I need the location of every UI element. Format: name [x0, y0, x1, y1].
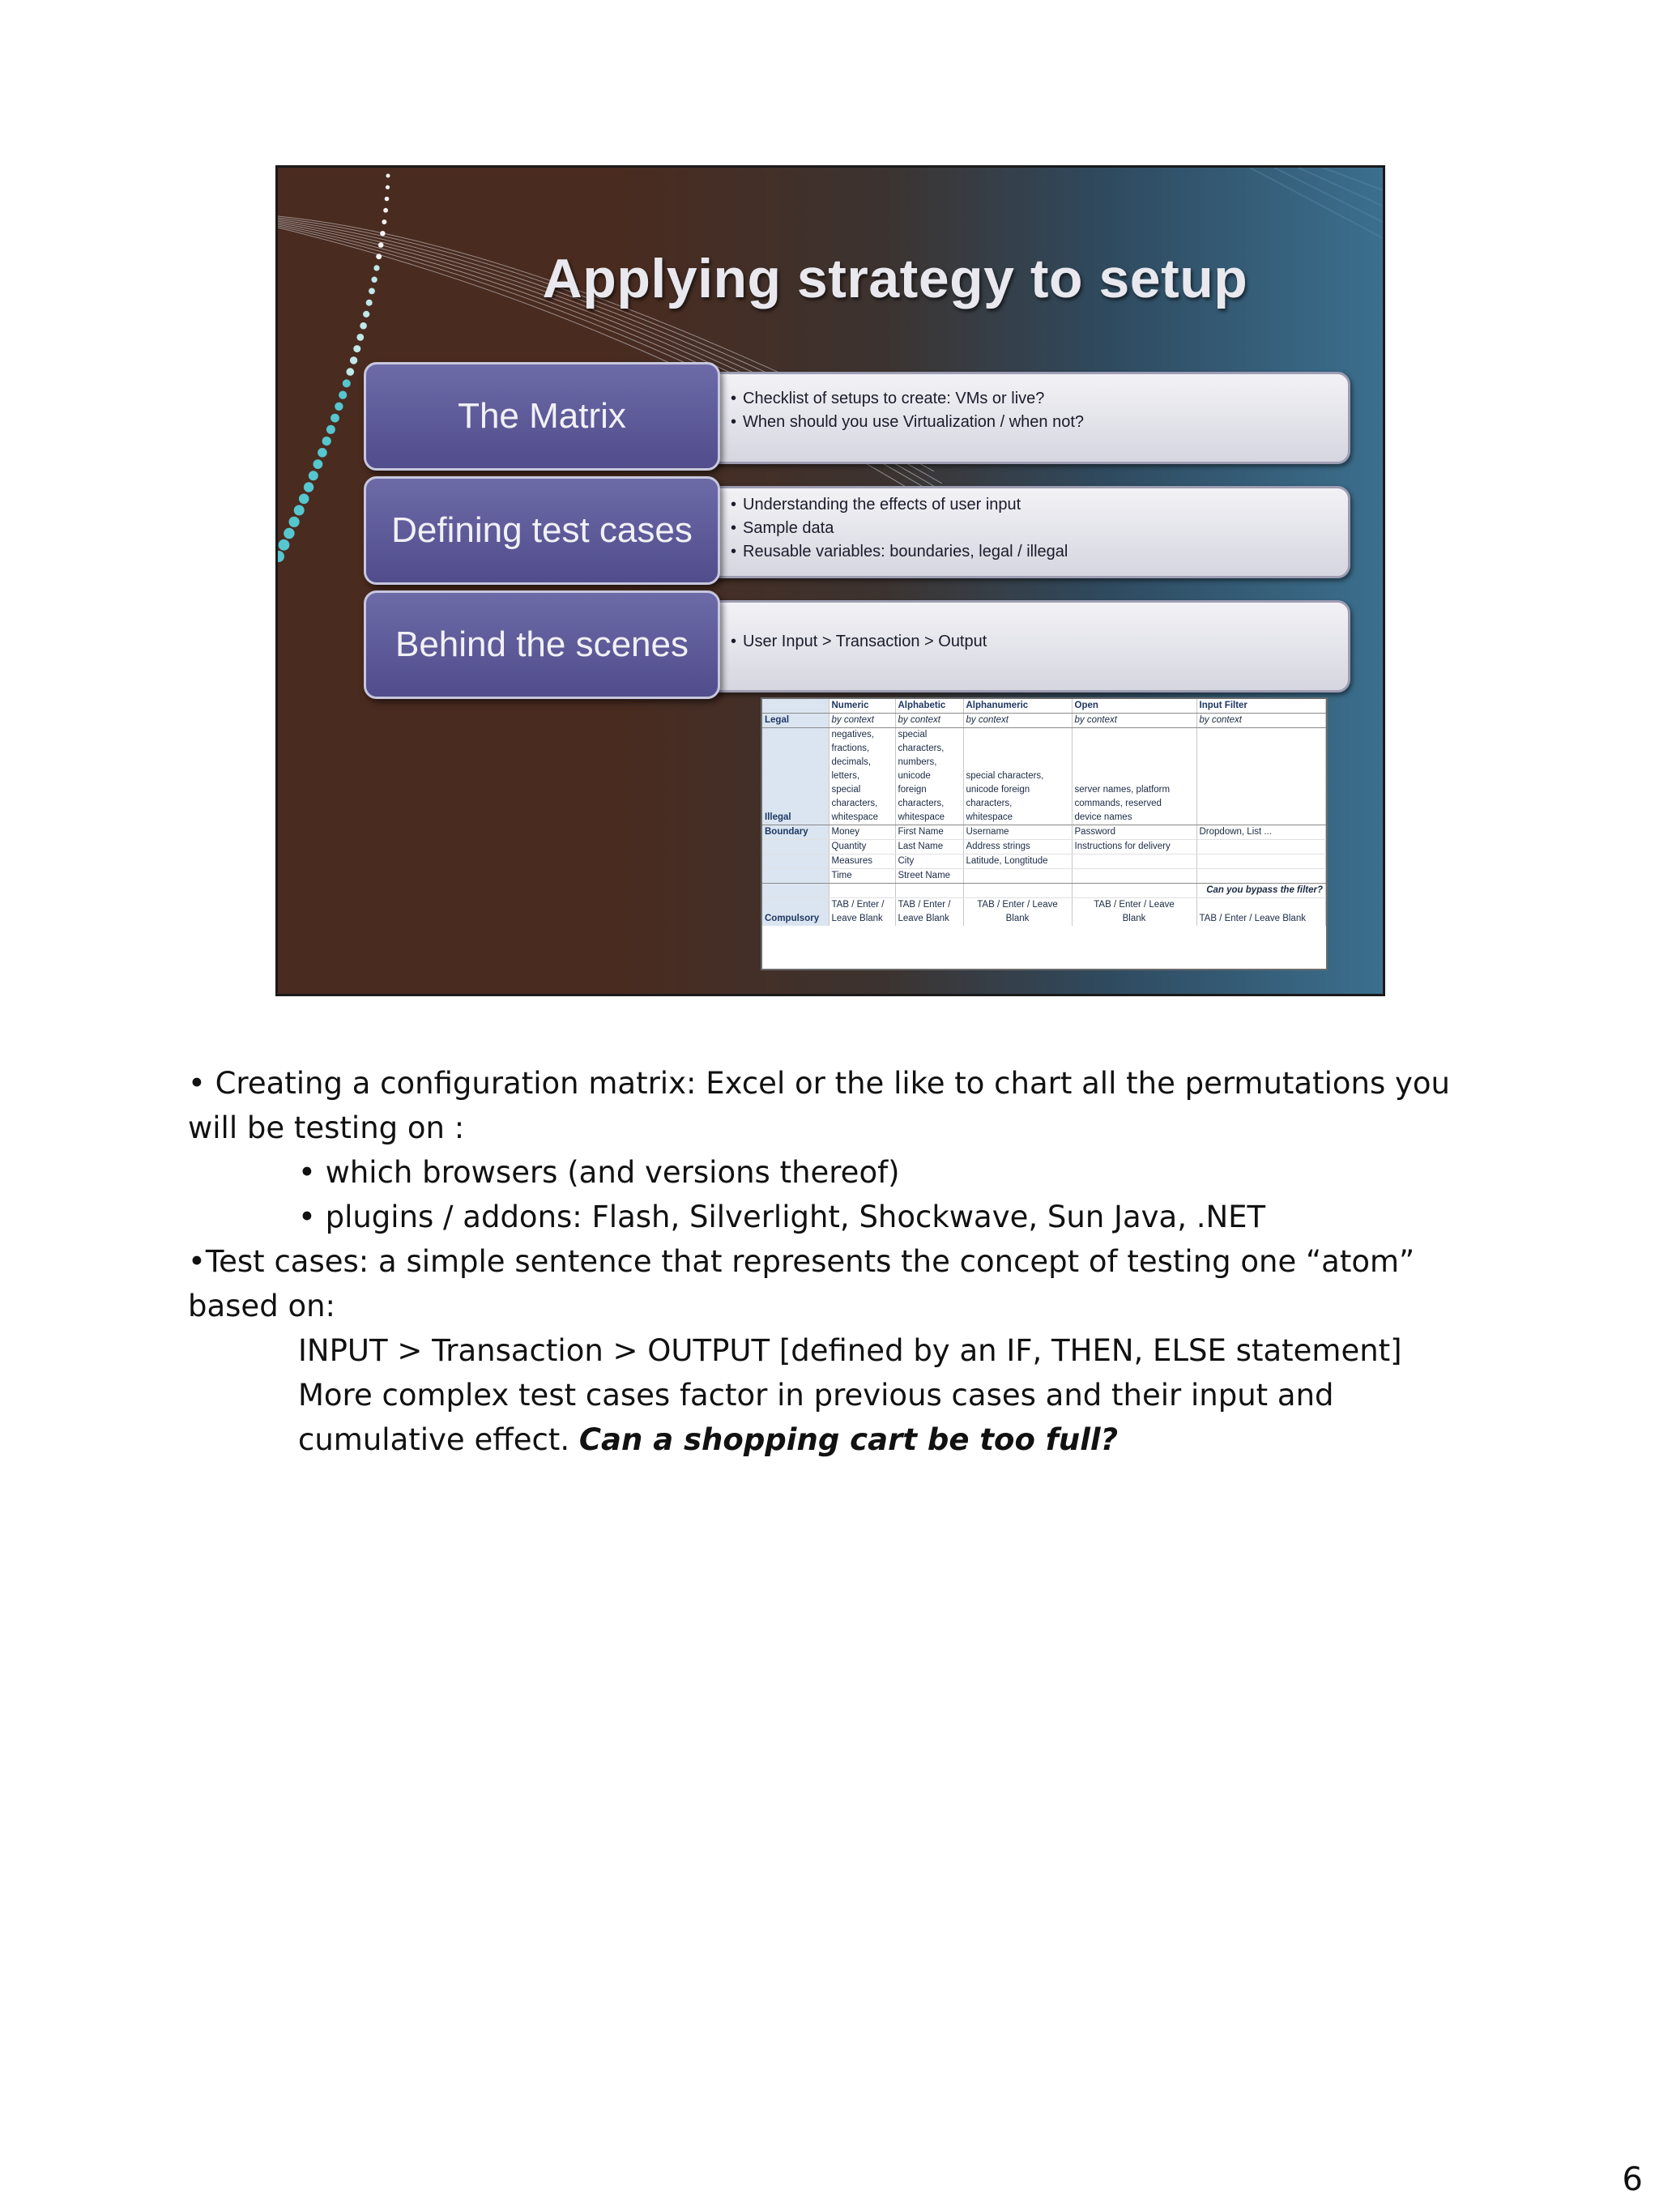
table-cell: Latitude, Longtitude [963, 855, 1072, 869]
table-row-legal [762, 714, 1326, 728]
decor-dot [289, 517, 300, 527]
note-line: •Test cases: a simple sentence that represents the concept of testing one “atom” [188, 1244, 1415, 1279]
decor-dot [383, 208, 388, 213]
note-question: Can a shopping cart be too full? [578, 1422, 1119, 1457]
decor-dot [385, 197, 390, 202]
table-cell: Blank [1072, 912, 1196, 926]
table-cell: special [895, 728, 963, 743]
row-header [762, 840, 829, 855]
strategy-row-behind-scenes [364, 590, 1350, 699]
bullet: • Sample data [731, 517, 1335, 540]
table-cell: device names [1072, 811, 1196, 825]
table-cell [1072, 742, 1196, 756]
table-row-boundary [762, 869, 1326, 884]
row-description [704, 486, 1350, 578]
table-row-boundary [762, 855, 1326, 869]
decor-dot [318, 448, 327, 458]
table-cell [1196, 811, 1326, 825]
table-cell: Street Name [895, 869, 963, 884]
row-header [762, 869, 829, 884]
table-cell [963, 742, 1072, 756]
table-cell: negatives, [829, 728, 895, 743]
decor-dot [382, 219, 386, 224]
table-cell: letters, [829, 769, 895, 783]
table-row-bypass [762, 884, 1326, 898]
row-header: Illegal [762, 811, 829, 825]
bullet: • Reusable variables: boundaries, legal / illegal [731, 540, 1335, 564]
table-cell: by context [963, 714, 1072, 728]
table-cell: numbers, [895, 756, 963, 769]
table-cell: characters, [963, 797, 1072, 811]
note-line [188, 1417, 1484, 1462]
bypass-note: Can you bypass the filter? [1196, 884, 1326, 898]
table-cell: unicode [895, 769, 963, 783]
table-cell: First Name [895, 825, 963, 840]
table-cell: characters, [895, 797, 963, 811]
decor-dot [322, 437, 331, 445]
table-cell [1196, 769, 1326, 783]
col-header: Alphabetic [895, 699, 963, 714]
table-row-illegal [762, 756, 1326, 769]
table-cell [1196, 797, 1326, 811]
row-label: Behind the scenes [364, 590, 720, 699]
table-cell: Measures [829, 855, 895, 869]
table-cell [1196, 855, 1326, 869]
row-header: Boundary [762, 825, 829, 840]
table-row-illegal [762, 742, 1326, 756]
table-cell: Blank [963, 912, 1072, 926]
table-cell [963, 869, 1072, 884]
row-header [762, 855, 829, 869]
table-cell: fractions, [829, 742, 895, 756]
row-header [762, 797, 829, 811]
table-cell: by context [895, 714, 963, 728]
bullet: • When should you use Virtualization / when not? [731, 411, 1335, 434]
illegal-rows [762, 728, 1326, 825]
table-cell [1196, 728, 1326, 743]
table-row-compulsory-1 [762, 898, 1326, 913]
row-header [762, 756, 829, 769]
table-cell [1072, 728, 1196, 743]
bullet: • Understanding the effects of user input [731, 493, 1335, 517]
strategy-row-test-cases [364, 476, 1350, 585]
decor-dot [339, 391, 347, 399]
table-cell: commands, reserved [1072, 797, 1196, 811]
table-cell [1072, 855, 1196, 869]
slide-title: Applying strategy to setup [542, 248, 1248, 309]
table-cell: whitespace [963, 811, 1072, 825]
table-row-illegal [762, 783, 1326, 797]
table-cell [1072, 769, 1196, 783]
decor-dot [335, 403, 343, 411]
decor-dot [304, 482, 313, 492]
decor-dot [356, 334, 364, 341]
decor-dot [386, 174, 390, 178]
page-number: 6 [1622, 2161, 1643, 2198]
row-label: The Matrix [364, 362, 720, 471]
decor-dot [331, 414, 339, 423]
decor-dot [380, 231, 385, 236]
note-subitem: • which browsers (and versions thereof) [298, 1155, 900, 1190]
table-cell: Leave Blank [895, 912, 963, 926]
strategy-row-matrix [364, 362, 1350, 471]
table-cell: City [895, 855, 963, 869]
note-line: • Creating a configuration matrix: Excel or the like to chart all the permutations you [188, 1066, 1450, 1101]
right-stripes [1250, 168, 1383, 241]
table-cell: special characters, [963, 769, 1072, 783]
table-cell: Instructions for delivery [1072, 840, 1196, 855]
table-row-boundary [762, 825, 1326, 840]
table-cell: TAB / Enter / Leave [963, 898, 1072, 913]
table-cell [963, 728, 1072, 743]
col-header: Input Filter [1196, 699, 1326, 714]
table-header-row [762, 699, 1326, 714]
decor-dot [363, 311, 369, 318]
row-header: Legal [762, 714, 829, 728]
note-subitem: • plugins / addons: Flash, Silverlight, Shockwave, Sun Java, .NET [298, 1200, 1266, 1234]
bullet: • Checklist of setups to create: VMs or live? [731, 387, 1335, 411]
decor-dot [326, 425, 335, 434]
table-row-illegal [762, 728, 1326, 743]
table-cell [1072, 756, 1196, 769]
table-cell [1072, 869, 1196, 884]
table-cell: Quantity [829, 840, 895, 855]
table-cell: foreign [895, 783, 963, 797]
table-cell: characters, [895, 742, 963, 756]
table-cell [963, 756, 1072, 769]
decor-dot [313, 459, 323, 469]
bullet: • User Input > Transaction > Output [731, 630, 1335, 654]
table-cell [1196, 783, 1326, 797]
table-row-illegal [762, 769, 1326, 783]
table-cell: unicode foreign [963, 783, 1072, 797]
table-cell [1196, 840, 1326, 855]
boundary-rows [762, 825, 1326, 884]
table-cell: TAB / Enter / Leave [1072, 898, 1196, 913]
decor-dot [386, 185, 390, 190]
table-cell: TAB / Enter / Leave Blank [1196, 912, 1326, 926]
row-label: Defining test cases [364, 476, 720, 585]
row-description [704, 372, 1350, 464]
table-cell: by context [829, 714, 895, 728]
decor-dot [350, 356, 357, 364]
note-line: based on: [188, 1289, 336, 1323]
table-cell: Username [963, 825, 1072, 840]
table-cell: Dropdown, List ... [1196, 825, 1326, 840]
note-line: will be testing on : [188, 1110, 465, 1145]
decor-dot [284, 528, 294, 539]
col-header: Numeric [829, 699, 895, 714]
col-header: Open [1072, 699, 1196, 714]
row-header [762, 728, 829, 743]
row-header [762, 783, 829, 797]
col-header: Alphanumeric [963, 699, 1072, 714]
decor-dot [279, 539, 290, 551]
table-cell: Time [829, 869, 895, 884]
note-line: More complex test cases factor in previous cases and their input and [298, 1378, 1334, 1413]
table-row-compulsory-2 [762, 912, 1326, 926]
decor-dot [278, 551, 284, 562]
speaker-notes [188, 1061, 1484, 1462]
row-header: Compulsory [762, 912, 829, 926]
table-cell: Last Name [895, 840, 963, 855]
table-cell: Password [1072, 825, 1196, 840]
table-row-illegal [762, 797, 1326, 811]
decor-dot [309, 471, 318, 480]
table-cell [1196, 756, 1326, 769]
decor-dot [347, 368, 355, 376]
decor-dot [299, 494, 309, 505]
table-row-illegal [762, 811, 1326, 825]
table-cell: server names, platform [1072, 783, 1196, 797]
decor-dot [294, 505, 305, 516]
slide [275, 165, 1385, 996]
table-cell: decimals, [829, 756, 895, 769]
row-header [762, 742, 829, 756]
table-cell: TAB / Enter / [829, 898, 895, 913]
table-cell: Leave Blank [829, 912, 895, 926]
table-cell: characters, [829, 797, 895, 811]
table-cell: whitespace [829, 811, 895, 825]
input-matrix-table [761, 697, 1328, 970]
row-description [704, 600, 1350, 693]
table-cell [1196, 742, 1326, 756]
decor-dot [353, 345, 360, 352]
row-header [762, 769, 829, 783]
table-cell: special [829, 783, 895, 797]
note-line: INPUT > Transaction > OUTPUT [defined by an IF, THEN, ELSE statement] [298, 1333, 1402, 1368]
table-cell: whitespace [895, 811, 963, 825]
decor-dot [343, 379, 351, 387]
table-cell: by context [1196, 714, 1326, 728]
table-cell [1196, 869, 1326, 884]
decor-dot [360, 322, 367, 330]
table-cell: by context [1072, 714, 1196, 728]
note-text: cumulative effect. [298, 1422, 579, 1457]
table-cell: Address strings [963, 840, 1072, 855]
table-cell: Money [829, 825, 895, 840]
table-cell: TAB / Enter / [895, 898, 963, 913]
table-row-boundary [762, 840, 1326, 855]
